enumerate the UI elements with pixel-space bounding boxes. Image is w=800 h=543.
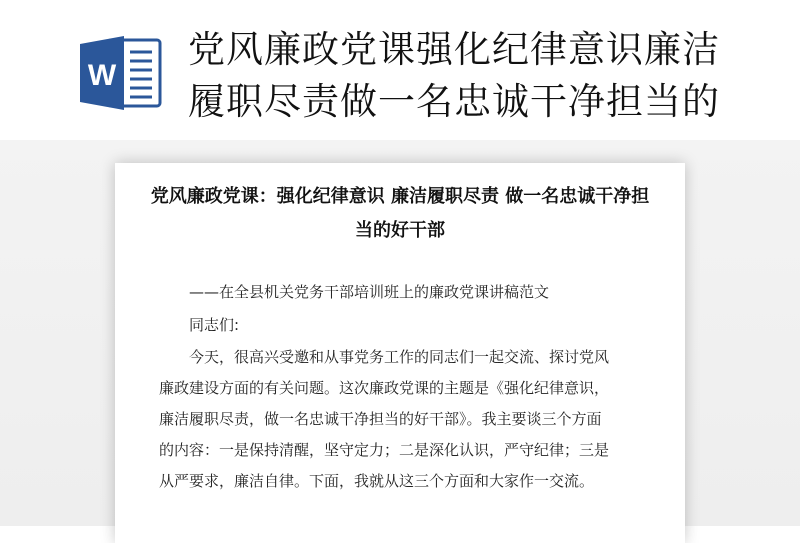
body-line: 从严要求，廉洁自律。下面，我就从这三个方面和大家作一交流。: [159, 472, 595, 490]
document-subtitle: ——在全县机关党务干部培训班上的廉政党课讲稿范文: [189, 283, 550, 301]
document-page: [115, 163, 685, 543]
body-line: 廉政建设方面的有关问题。这次廉政党课的主题是《强化纪律意识，: [159, 379, 610, 397]
header-title: 党风廉政党课强化纪律意识廉洁 履职尽责做一名忠诚干净担当的: [188, 28, 720, 123]
document-title: 党风廉政党课：强化纪律意识 廉洁履职尽责 做一名忠诚干净担当的好干部: [150, 186, 650, 241]
word-document-icon: [78, 34, 164, 112]
body-line: 今天，很高兴受邀和从事党务工作的同志们一起交流、探讨党风: [189, 348, 610, 366]
svg-text:W: W: [87, 59, 117, 92]
header-banner: [0, 0, 800, 140]
body-line: 廉洁履职尽责，做一名忠诚干净担当的好干部》。我主要谈三个方面: [159, 410, 602, 428]
body-line: 的内容：一是保持清醒，坚守定力；二是深化认识，严守纪律；三是: [159, 441, 610, 459]
document-greeting: 同志们:: [189, 316, 240, 334]
